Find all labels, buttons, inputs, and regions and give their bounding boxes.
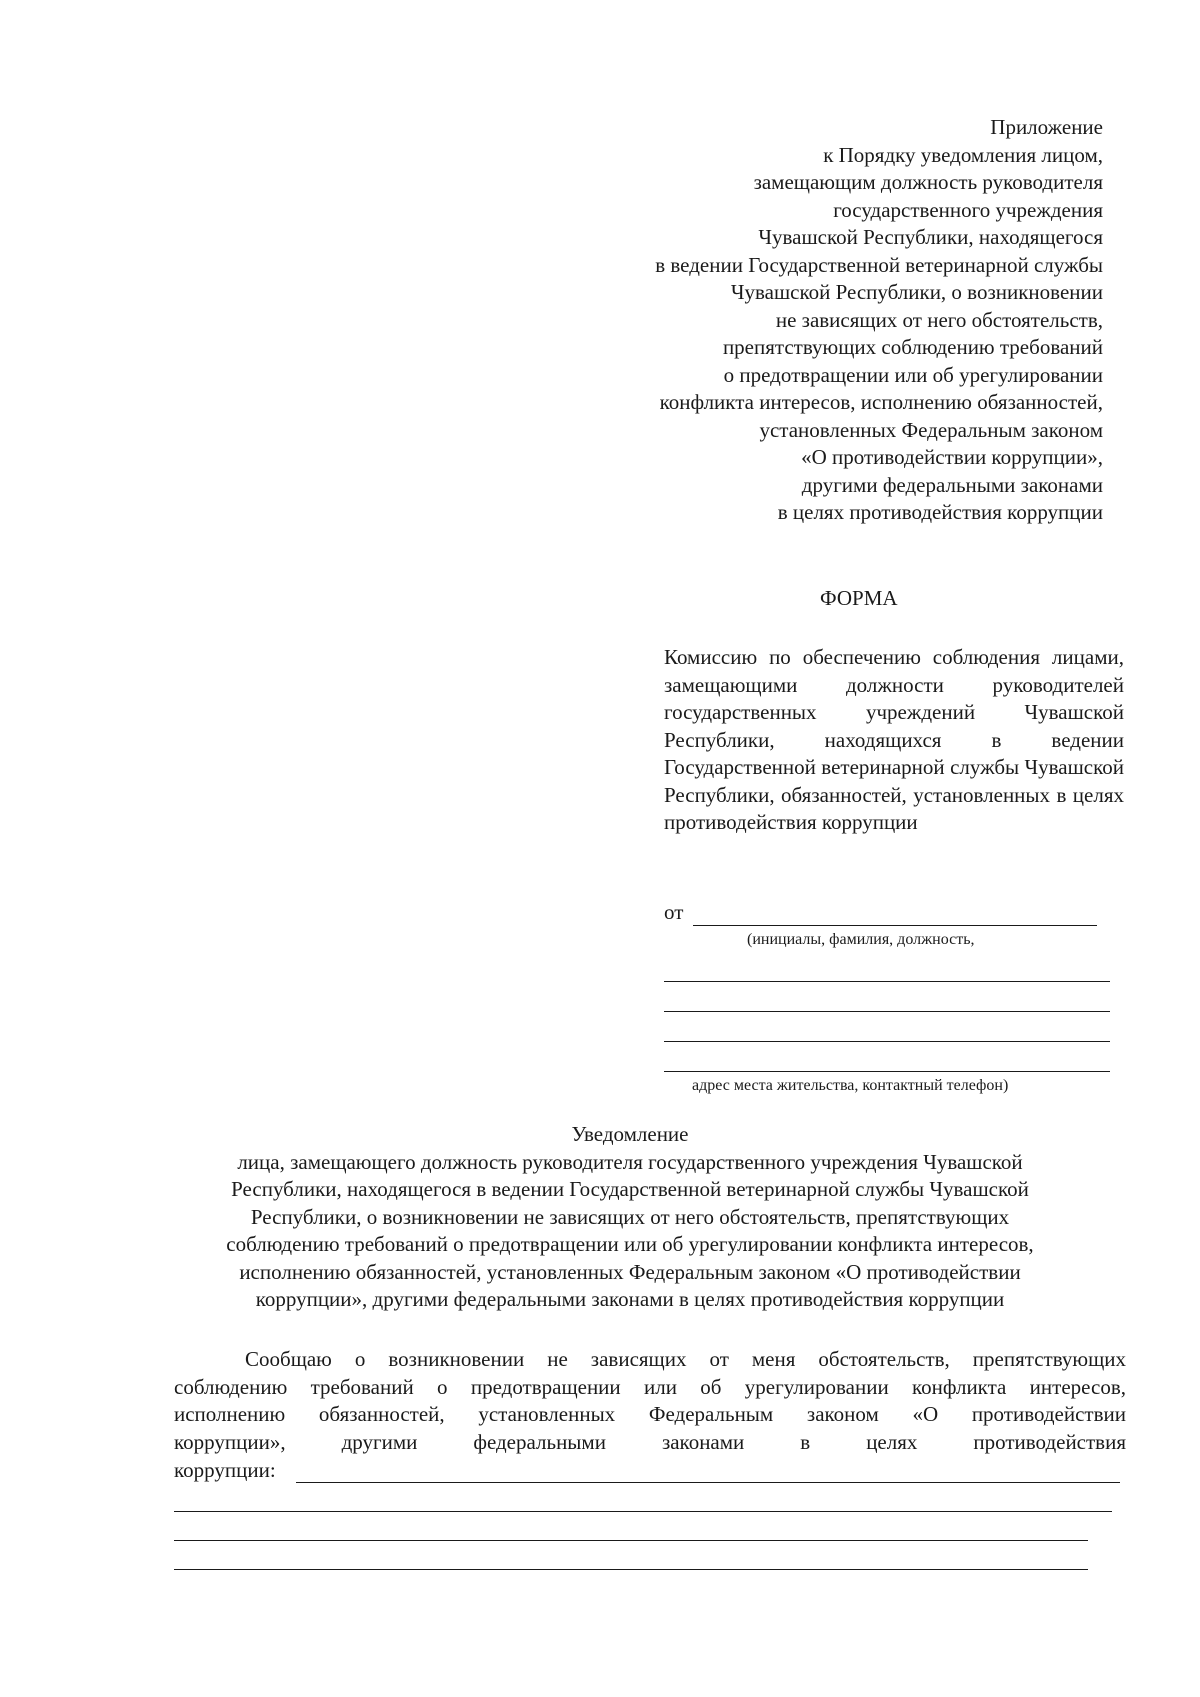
notice-title: Уведомление [571,1122,689,1146]
body-line: исполнению обязанностей, установленных Федеральным законом «О противодействии [174,1402,1126,1426]
appendix-line: «О противодействии коррупции», [801,445,1103,469]
appendix-line: в целях противодействия коррупции [777,500,1103,524]
from-label: от [664,900,684,924]
form-title: ФОРМА [820,586,898,610]
blank-line[interactable] [664,1071,1110,1072]
body-blank-line[interactable] [296,1482,1120,1483]
notice-heading-line: лица, замещающего должность руководителя государственного учреждения Чувашской [237,1149,1023,1174]
appendix-line: Чувашской Республики, о возникновении [730,280,1103,304]
body-line: коррупции», другими федеральными законами в целях противодействия [174,1429,1126,1454]
appendix-line: в ведении Государственной ветеринарной службы [655,252,1103,277]
body-blank-line[interactable] [174,1540,1088,1541]
appendix-line: замещающим должность руководителя [753,170,1103,194]
blank-line[interactable] [664,1011,1110,1012]
caption-name: (инициалы, фамилия, должность, [747,931,975,948]
appendix-line: другими федеральными законами [801,472,1103,497]
notice-heading [160,1121,1100,1314]
body-blank-line[interactable] [174,1569,1088,1570]
body-blank-line[interactable] [174,1511,1112,1512]
caption-address: адрес места жительства, контактный телефон) [692,1077,1009,1094]
appendix-line: не зависящих от него обстоятельств, [775,307,1103,332]
notice-body [174,1346,1126,1456]
notice-heading-line: исполнению обязанностей, установленных Федеральным законом «О противодействии [239,1259,1021,1284]
appendix-line: установленных Федеральным законом [759,417,1103,442]
notice-heading-line: коррупции», другими федеральными законами в целях противодействия коррупции [255,1287,1005,1311]
appendix-line: Приложение [990,115,1103,139]
notice-heading-line: соблюдению требований о предотвращении или об урегулировании конфликта интересов, [226,1232,1034,1256]
appendix-header [543,114,1103,527]
appendix-line: Чувашской Республики, находящегося [758,225,1103,249]
appendix-line: конфликта интересов, исполнению обязанностей, [659,390,1103,414]
body-last-line: коррупции: [174,1458,276,1482]
blank-line[interactable] [664,981,1110,982]
appendix-line: препятствующих соблюдению требований [722,335,1103,359]
body-line: соблюдению требований о предотвращении или об урегулировании конфликта интересов, [174,1374,1126,1399]
appendix-line: к Порядку уведомления лицом, [823,142,1103,167]
addressee-text: Комиссию по обеспечению соблюдения лицами, замещающими должности руководителей государственных учреждений Чувашской Республики, находящихся в ведении Государственной ветеринарной службы Чувашской Республики, обязанностей, установленных в целях противодействия коррупции [664,645,1124,834]
appendix-line: государственного учреждения [833,197,1103,222]
appendix-line: о предотвращении или об урегулировании [723,362,1103,387]
body-line: Сообщаю о возникновении не зависящих от меня обстоятельств, препятствующих [245,1347,1126,1371]
notice-heading-line: Республики, о возникновении не зависящих от него обстоятельств, препятствующих [250,1204,1010,1229]
notice-heading-line: Республики, находящегося в ведении Государственной ветеринарной службы Чувашской [231,1177,1029,1201]
from-name-field[interactable] [693,925,1097,926]
blank-line[interactable] [664,1041,1110,1042]
